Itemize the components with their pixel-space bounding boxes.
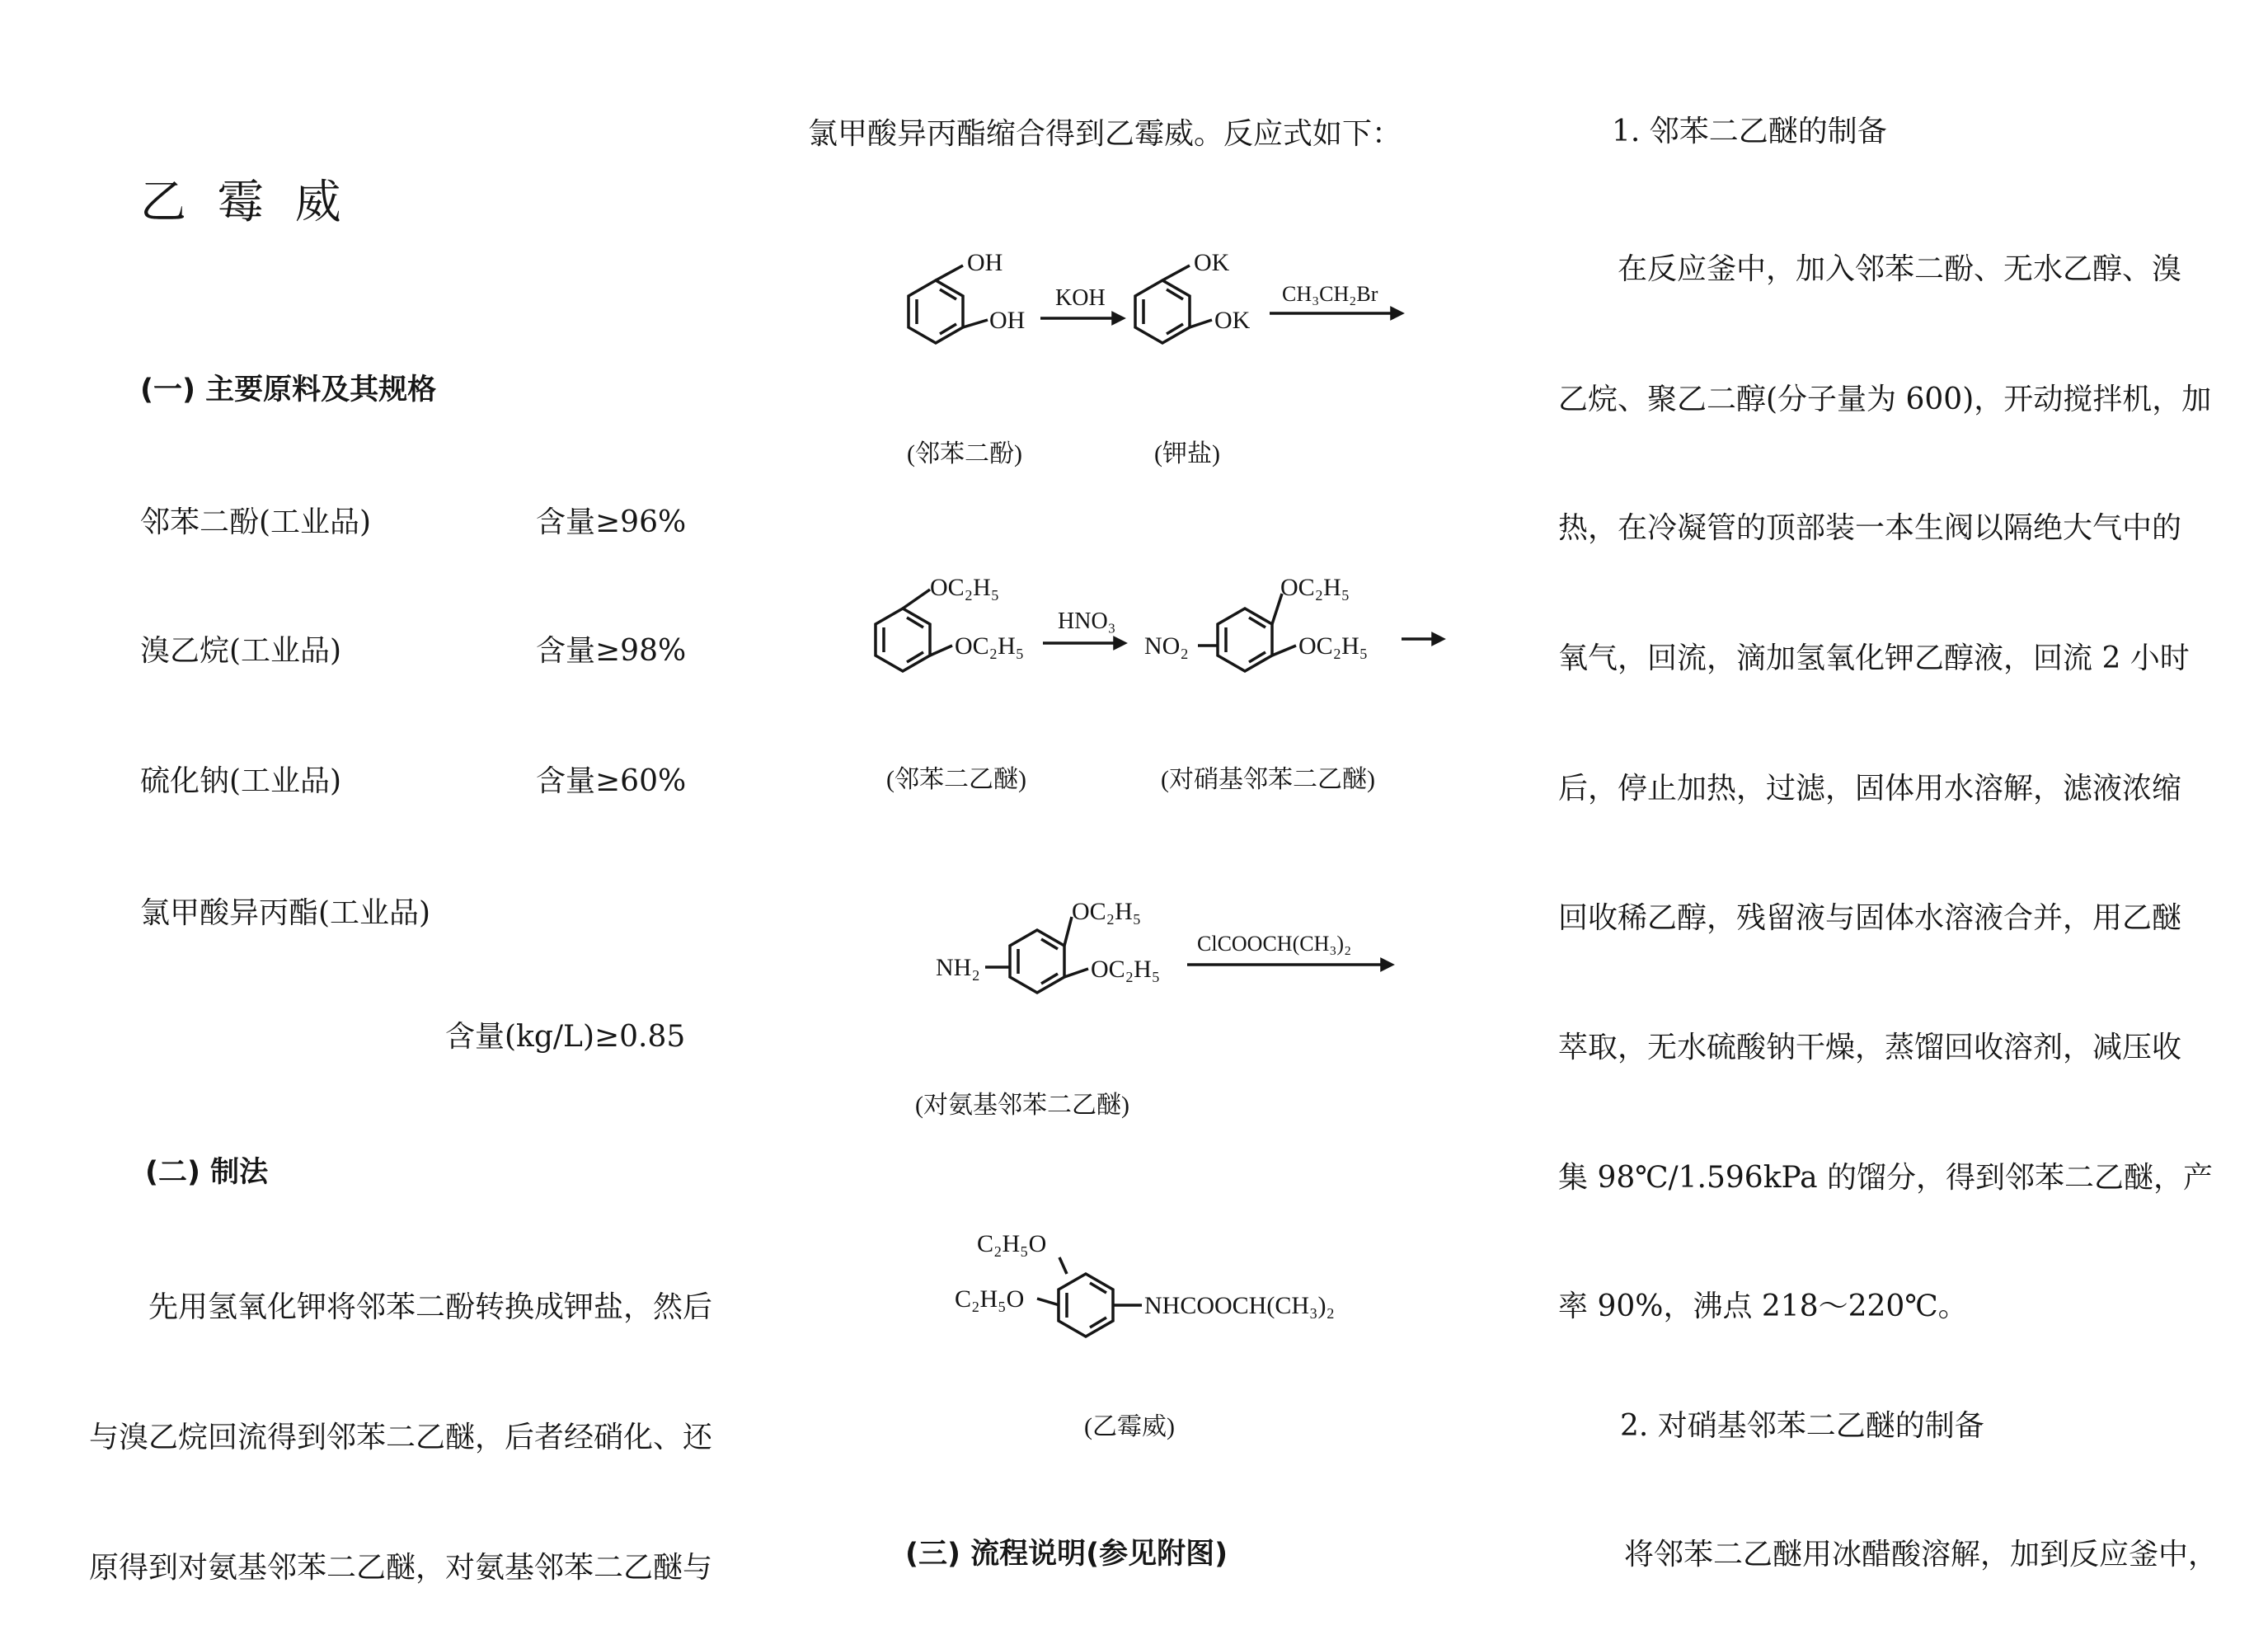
caption-amino-diethyl-ether: (对氨基邻苯二乙醚)	[915, 1092, 1129, 1119]
page-title: 乙 霉 威	[140, 176, 350, 229]
ethoxy-label: OC₂H₅	[1072, 898, 1142, 925]
ethoxy-label: OC₂H₅	[1298, 632, 1369, 660]
reaction-intro: 氯甲酸异丙酯缩合得到乙霉威。反应式如下：	[808, 117, 1402, 151]
ethoxy-label: C₂H₅O	[955, 1285, 1025, 1313]
ethoxy-label: OC₂H₅	[955, 632, 1025, 660]
material-spec: 含量≥60%	[536, 764, 687, 798]
step-heading: 1. 邻苯二乙醚的制备	[1612, 115, 1887, 148]
paragraph-line: 原得到对氨基邻苯二乙醚，对氨基邻苯二乙醚与	[89, 1551, 713, 1585]
paragraph-line: 先用氢氧化钾将邻苯二酚转换成钾盐，然后	[148, 1290, 713, 1324]
ok-label: OK	[1214, 307, 1251, 334]
reagent-nitric-acid: HNO₃	[1058, 608, 1116, 634]
paragraph-line: 热，在冷凝管的顶部装一本生阀以隔绝大气中的	[1558, 511, 2182, 545]
nitro-catechol-diethyl-ether-structure	[1144, 574, 1368, 671]
material-spec: 含量≥96%	[536, 505, 687, 539]
reagent-ethyl-bromide: CH₃CH₂Br	[1282, 282, 1378, 306]
section-heading-materials: (一) 主要原料及其规格	[140, 373, 437, 406]
caption-diethyl-ether: (邻苯二乙醚)	[886, 766, 1026, 793]
caption-potassium-salt: (钾盐)	[1154, 440, 1220, 467]
step-heading: 2. 对硝基邻苯二乙醚的制备	[1620, 1409, 1984, 1443]
material-name: 邻苯二酚(工业品)	[140, 505, 372, 539]
arrowhead	[1113, 313, 1123, 323]
paragraph-line: 在反应釜中，加入邻苯二酚、无水乙醇、溴	[1618, 252, 2182, 286]
arrowhead	[1433, 634, 1443, 644]
catechol-structure	[909, 249, 1025, 343]
paragraph-line: 后，停止加热，过滤，固体用水溶解，滤液浓缩	[1558, 772, 2182, 806]
material-name: 氯甲酸异丙酯(工业品)	[140, 896, 431, 930]
arrowhead	[1115, 638, 1125, 648]
ok-label: OK	[1194, 249, 1230, 276]
material-name: 溴乙烷(工业品)	[140, 634, 342, 668]
section-heading-process: (三) 流程说明(参见附图)	[905, 1538, 1228, 1571]
paragraph-line: 萃取，无水硫酸钠干燥，蒸馏回收溶剂，减压收	[1558, 1031, 2182, 1064]
nitro-label: NO₂	[1144, 632, 1189, 660]
catechol-diethyl-ether-structure	[876, 574, 1024, 671]
paragraph-line: 与溴乙烷回流得到邻苯二乙醚，后者经硝化、还	[89, 1421, 713, 1454]
paragraph-line: 氧气，回流，滴加氢氧化钾乙醇液，回流 2 小时	[1558, 641, 2190, 675]
arrowhead	[1392, 308, 1402, 318]
caption-catechol: (邻苯二酚)	[907, 440, 1022, 467]
reagent-koh: KOH	[1055, 285, 1106, 311]
diethofencarb-structure	[955, 1230, 1335, 1337]
potassium-salt-structure	[1135, 249, 1251, 343]
material-spec: 含量(kg/L)≥0.85	[445, 1020, 686, 1054]
material-name: 硫化钠(工业品)	[140, 764, 342, 798]
paragraph-line: 将邻苯二乙醚用冰醋酸溶解，加到反应釜中，	[1624, 1538, 2219, 1571]
reaction-scheme	[841, 206, 1467, 1649]
ethoxy-label: OC₂H₅	[1280, 574, 1350, 601]
ethoxy-label: OC₂H₅	[930, 574, 1000, 601]
carbamate-label: NHCOOCH(CH₃)₂	[1144, 1292, 1335, 1319]
amino-catechol-diethyl-ether-structure	[936, 898, 1160, 993]
arrowhead	[1382, 960, 1392, 970]
paragraph-line: 率 90%，沸点 218～220℃。	[1558, 1290, 1968, 1323]
caption-nitro-diethyl-ether: (对硝基邻苯二乙醚)	[1161, 766, 1375, 793]
amine-label: NH₂	[936, 954, 980, 981]
section-heading-method: (二) 制法	[145, 1156, 269, 1189]
material-spec: 含量≥98%	[536, 634, 687, 668]
ethoxy-label: OC₂H₅	[1091, 956, 1161, 983]
hydroxyl-label: OH	[967, 249, 1003, 276]
hydroxyl-label: OH	[989, 307, 1026, 334]
paragraph-line: 乙烷、聚乙二醇(分子量为 600)，开动搅拌机，加	[1558, 383, 2212, 416]
caption-diethofencarb: (乙霉威)	[1084, 1413, 1175, 1440]
paragraph-line: 回收稀乙醇，残留液与固体水溶液合并，用乙醚	[1558, 901, 2182, 935]
ethoxy-label: C₂H₅O	[977, 1230, 1047, 1257]
reagent-isopropyl-chloroformate: ClCOOCH(CH₃)₂	[1197, 932, 1352, 956]
paragraph-line: 集 98℃/1.596kPa 的馏分，得到邻苯二乙醚，产	[1558, 1161, 2214, 1195]
